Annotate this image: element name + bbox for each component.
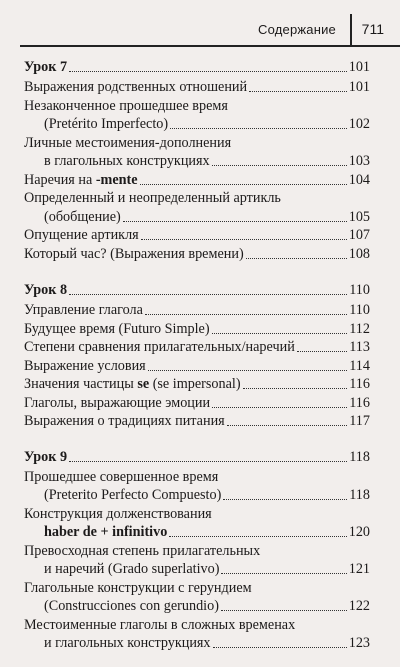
toc-page: 117 xyxy=(349,413,370,429)
header-rule xyxy=(20,45,400,47)
toc-entry-text: haber de + infinitivo xyxy=(44,524,168,540)
dot-leader xyxy=(148,370,348,371)
toc-page: 113 xyxy=(349,339,370,355)
toc-page: 114 xyxy=(349,358,370,374)
toc-entry-text: Урок 9 xyxy=(24,449,68,465)
dot-leader xyxy=(227,425,348,426)
dot-leader xyxy=(141,239,347,240)
text-prefix: Значения частицы xyxy=(24,376,138,392)
toc-page: 104 xyxy=(348,172,370,188)
toc-entry-text: Выражения родственных отношений xyxy=(24,79,248,95)
toc-page: 112 xyxy=(349,321,370,337)
toc-entry-text: Урок 7 xyxy=(24,59,68,75)
dot-leader xyxy=(140,184,347,185)
toc-page: 101 xyxy=(348,79,370,95)
dot-leader xyxy=(69,71,347,72)
toc-entry-text: Степени сравнения прилагательных/наречий xyxy=(24,339,295,355)
toc-entry[interactable] xyxy=(24,301,370,319)
header-title: Содержание xyxy=(258,22,336,37)
toc-entry[interactable] xyxy=(24,245,370,263)
toc-entry-text: (Pretérito Imperfecto) xyxy=(44,116,169,132)
toc-entry[interactable] xyxy=(24,357,370,375)
dot-leader xyxy=(169,536,346,537)
toc-page: 110 xyxy=(349,302,370,318)
text-prefix: Наречия на xyxy=(24,172,96,188)
toc-entry-text xyxy=(24,375,241,393)
dot-leader xyxy=(297,351,347,352)
dot-leader xyxy=(212,333,348,334)
toc-entry-text: Превосходная степень прилагательных xyxy=(24,543,261,559)
dot-leader xyxy=(221,573,346,574)
dot-leader xyxy=(213,647,347,648)
toc-entry-text: Прошедшее совершенное время xyxy=(24,469,219,485)
toc-entry[interactable] xyxy=(24,152,370,170)
toc-page: 107 xyxy=(348,227,370,243)
toc-entry[interactable] xyxy=(24,208,370,226)
toc-entry-text: Будущее время (Futuro Simple) xyxy=(24,321,210,337)
toc-entry-text: (Preterito Perfecto Compuesto) xyxy=(44,487,222,503)
toc-entry-text: Опущение артикля xyxy=(24,227,139,243)
toc-lesson-8[interactable] xyxy=(24,281,370,299)
toc-page: 116 xyxy=(349,376,370,392)
toc-entry-text: Определенный и неопределенный артикль xyxy=(24,190,281,206)
toc-page: 101 xyxy=(348,59,370,75)
toc-entry-text xyxy=(24,171,138,189)
toc-entry-text: (Construcciones con gerundio) xyxy=(44,598,219,614)
toc-entry-text: в глагольных конструкциях xyxy=(44,153,210,169)
toc-entry-text: Личные местоимения-дополнения xyxy=(24,135,232,151)
toc-entry-text: Управление глагола xyxy=(24,302,143,318)
toc-entry[interactable] xyxy=(24,226,370,244)
toc-entry[interactable] xyxy=(24,597,370,615)
dot-leader xyxy=(212,407,347,408)
toc-entry-text: Незаконченное прошедшее время xyxy=(24,98,228,114)
toc-entry[interactable] xyxy=(24,78,370,96)
header-page-number: 711 xyxy=(361,21,384,37)
dot-leader xyxy=(69,294,347,295)
toc-lesson-7[interactable] xyxy=(24,58,370,76)
toc-entry[interactable] xyxy=(24,320,370,338)
toc-entry-text: Конструкция долженствования xyxy=(24,506,212,522)
dot-leader xyxy=(223,499,347,500)
dot-leader xyxy=(170,128,347,129)
toc-entry-text: и наречий (Grado superlativo) xyxy=(44,561,220,577)
toc-lesson-9[interactable] xyxy=(24,448,370,466)
toc-entry[interactable] xyxy=(24,394,370,412)
toc-page: 123 xyxy=(348,635,370,651)
toc-entry-text: Местоименные глаголы в сложных временах xyxy=(24,617,296,633)
toc-entry[interactable] xyxy=(24,115,370,133)
toc-entry[interactable] xyxy=(24,560,370,578)
toc-entry-text: Глагольные конструкции с герундием xyxy=(24,580,252,596)
dot-leader xyxy=(123,221,347,222)
toc-entry-text: Выражение условия xyxy=(24,358,146,374)
header-separator xyxy=(350,14,352,46)
toc-page: 105 xyxy=(348,209,370,225)
dot-leader xyxy=(221,610,347,611)
text-bold: se xyxy=(137,376,150,392)
dot-leader xyxy=(69,461,347,462)
toc-entry[interactable] xyxy=(24,338,370,356)
running-header xyxy=(0,0,400,58)
dot-leader xyxy=(246,258,347,259)
toc-entry-text: Урок 8 xyxy=(24,282,68,298)
toc-entry-text: Глаголы, выражающие эмоции xyxy=(24,395,211,411)
toc-entry[interactable] xyxy=(24,412,370,430)
toc-entry[interactable] xyxy=(24,171,370,189)
toc-page: 110 xyxy=(349,282,370,298)
dot-leader xyxy=(212,165,347,166)
toc-entry-text: (обобщение) xyxy=(44,209,121,225)
toc-page: 121 xyxy=(348,561,370,577)
toc-page: 118 xyxy=(349,449,370,465)
toc-page: 122 xyxy=(348,598,370,614)
toc-page: 116 xyxy=(349,395,370,411)
toc-page: 103 xyxy=(348,153,370,169)
toc-entry[interactable] xyxy=(24,486,370,504)
toc-entry[interactable] xyxy=(24,523,370,541)
toc-page: 102 xyxy=(348,116,370,132)
toc-entry-text: Который час? (Выражения времени) xyxy=(24,246,244,262)
text-suffix: (se impersonal) xyxy=(149,376,241,392)
toc-entry[interactable] xyxy=(24,375,370,393)
dot-leader xyxy=(249,91,347,92)
toc-page: 120 xyxy=(348,524,370,540)
text-bold: -mente xyxy=(95,172,138,188)
toc-entry-text: и глагольных конструкциях xyxy=(44,635,211,651)
toc-page: 118 xyxy=(349,487,370,503)
toc-entry-text: Выражения о традициях питания xyxy=(24,413,225,429)
dot-leader xyxy=(243,388,348,389)
dot-leader xyxy=(145,314,347,315)
toc-page: 108 xyxy=(348,246,370,262)
toc-entry[interactable] xyxy=(24,634,370,652)
